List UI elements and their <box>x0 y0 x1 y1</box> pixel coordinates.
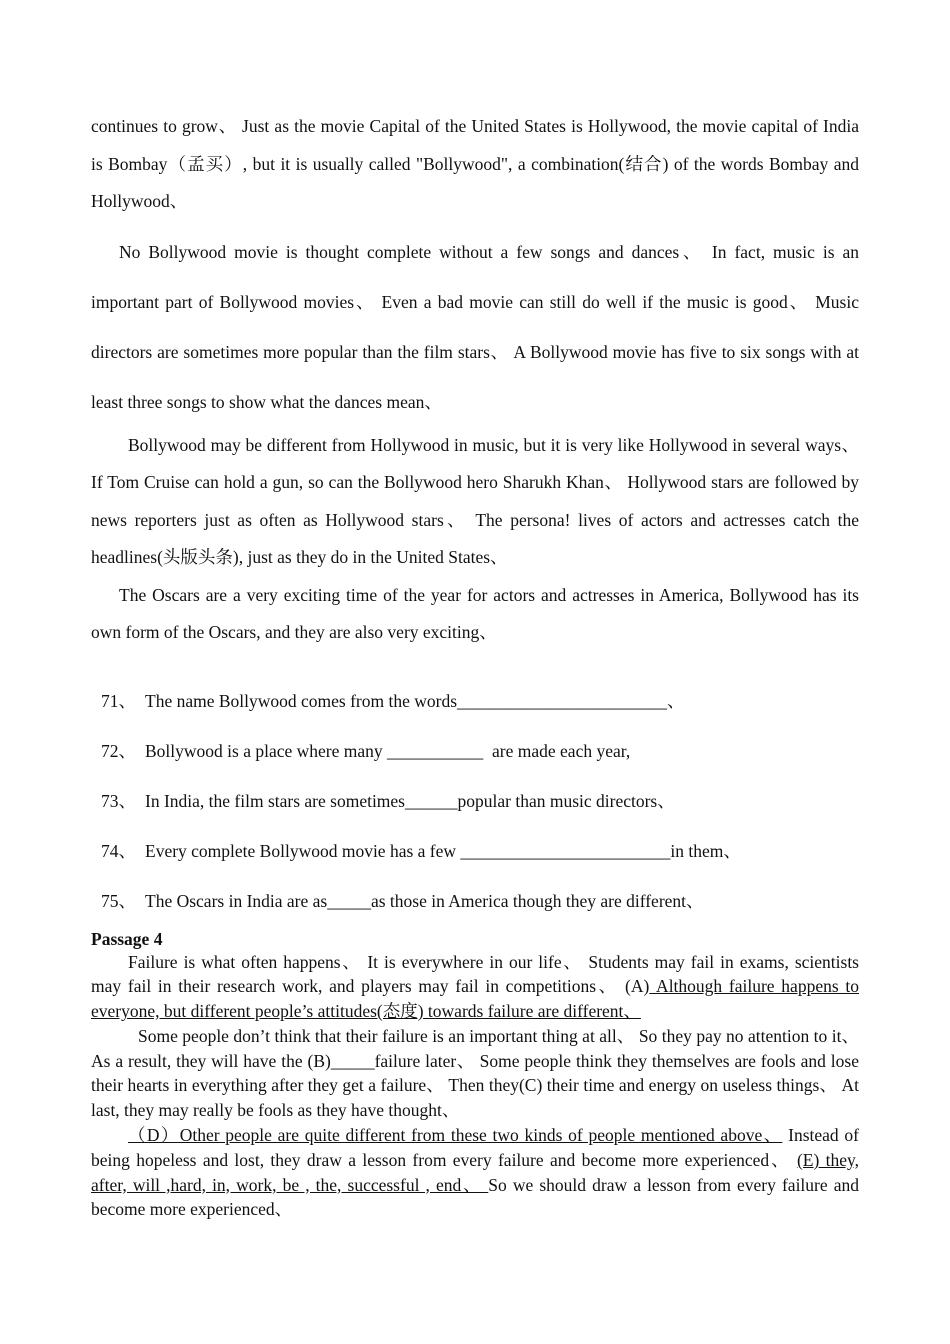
passage4-paragraph-2 <box>91 1024 859 1123</box>
document-page <box>91 108 859 1222</box>
answer-blank[interactable]: _____ <box>327 890 371 911</box>
passage4-paragraph-1 <box>91 950 859 1024</box>
question-number: 73、 <box>101 790 136 811</box>
question-number: 74、 <box>101 840 136 861</box>
answer-blank[interactable]: ______ <box>405 790 458 811</box>
question-text-end: in them、 <box>670 840 741 861</box>
question-72 <box>91 726 859 776</box>
answer-blank[interactable]: ________________________ <box>460 840 671 861</box>
passage-title: Passage 4 <box>91 928 163 949</box>
question-number: 72、 <box>101 740 136 761</box>
question-71 <box>91 676 859 726</box>
answer-blank[interactable]: ___________ <box>387 740 484 761</box>
paragraph-intro: continues to grow、 Just as the movie Capital of the United States is Hollywood, the movie capital of India is Bombay（孟买）, but it is usually called "Bollywood", a combination(结合) of the words Bombay and Hollywood、 <box>91 116 859 211</box>
question-75 <box>91 876 859 926</box>
question-text: The name Bollywood comes from the words <box>145 690 458 711</box>
passage4-p2-text: Some people don’t think that their failure is an important thing at all、 So they pay no attention to it、 As a result, they will have the (B) <box>91 1025 859 1071</box>
passage4-p3-text-end: So we should draw a lesson from every failure and become more experienced、 <box>91 1174 859 1220</box>
passage4-p3-text: Instead of being hopeless and lost, they draw a lesson from every failure and become more experienced、 <box>91 1125 859 1170</box>
question-text-end: popular than music directors、 <box>457 790 675 811</box>
passage4-sentence-d: （D）Other people are quite different from these two kinds of people mentioned above、 <box>128 1125 783 1146</box>
question-text-end: 、 <box>667 690 685 711</box>
passage4-paragraph-3 <box>91 1123 859 1222</box>
question-text: The Oscars in India are as <box>145 890 328 911</box>
question-text: Every complete Bollywood movie has a few <box>145 840 461 861</box>
passage4-p1-text: Failure is what often happens、 It is everywhere in our life、 Students may fail in exams, scientists may fail in their research work, and players may fail in competitions、 (A) <box>91 951 859 997</box>
answer-blank[interactable]: ________________________ <box>457 690 668 711</box>
question-73 <box>91 776 859 826</box>
question-list <box>91 676 859 926</box>
passage4-sentence-a: Although failure happens to everyone, but different people’s attitudes(态度) towards failure are different、 <box>91 976 859 1022</box>
question-number: 71、 <box>101 690 136 711</box>
question-text: In India, the film stars are sometimes <box>145 790 405 811</box>
question-text-end: are made each year, <box>483 740 631 761</box>
question-text-end: as those in America though they are different、 <box>370 890 704 911</box>
question-number: 75、 <box>101 890 136 911</box>
paragraph-similar <box>91 427 859 577</box>
paragraph-music: No Bollywood movie is thought complete without a few songs and dances、 In fact, music is an important part of Bollywood movies、 Even a bad movie can still do well if the music is good、 Music directors are sometimes more popular than the film stars、 A Bollywood movie has five to six songs with at least three songs to show what the dances mean、 <box>91 241 859 412</box>
paragraph-oscars: The Oscars are a very exciting time of the year for actors and actresses in America, Bollywood has its own form of the Oscars, and they are also very exciting、 <box>91 584 859 642</box>
question-text: Bollywood is a place where many <box>145 740 388 761</box>
question-74 <box>91 826 859 876</box>
passage4-blank-b[interactable]: _____ <box>330 1050 375 1071</box>
passage4-p2-text-end: failure later、 Some people think they themselves are fools and lose their hearts in everything after they get a failure、 Then they(C) their time and energy on useless things、 At last, they may really be fools as they have thought、 <box>91 1050 859 1121</box>
passage4-sentence-e: (E) they, after, will ,hard, in, work, be , the, successful , end、 <box>91 1149 859 1195</box>
paragraph-similar-text: Bollywood may be different from Hollywood in music, but it is very like Hollywood in several ways、 If Tom Cruise can hold a gun, so can the Bollywood hero Sharukh Khan、 Hollywood stars are followed by news reporters just as often as Hollywood stars、 The persona! lives of actors and actresses catch the headlines(头版头条), just as they do in the United States、 <box>91 434 859 567</box>
